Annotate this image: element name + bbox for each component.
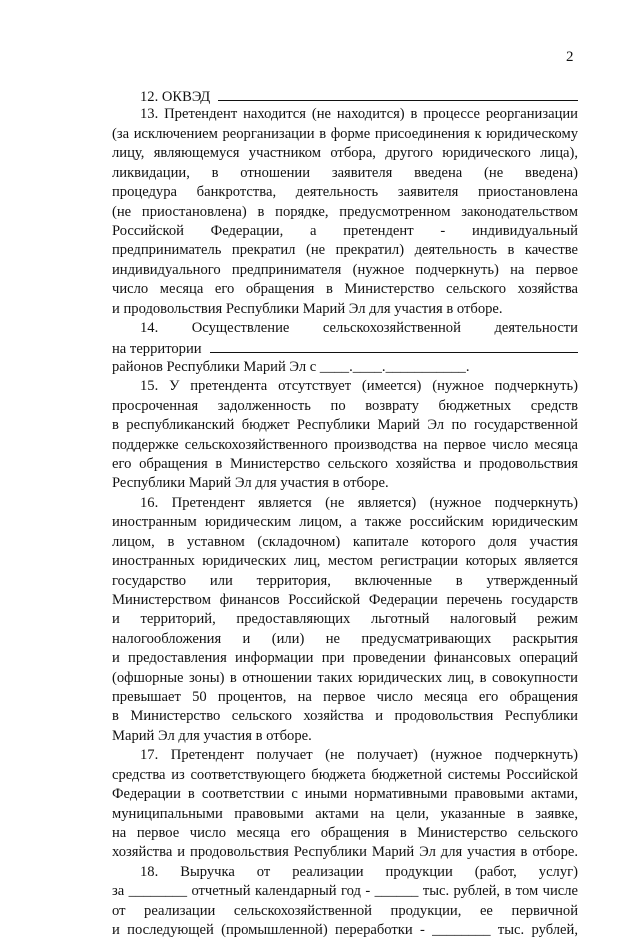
text-line: поддержке сельскохозяйственного производства на первое число месяца <box>112 436 578 453</box>
text-line: его обращения в Министерство сельского хозяйства и продовольствия <box>112 455 578 472</box>
text-line: муниципальными правовыми актами на цели, указанные в заявке, <box>112 805 578 822</box>
text-line: 14. Осуществление сельскохозяйственной деятельности <box>140 320 578 337</box>
text-line <box>112 338 578 360</box>
text-line: районов Республики Марий Эл с ____.____.___________. <box>112 358 470 375</box>
text-line: превышает 50 процентов, на первое число месяца его обращения <box>112 689 578 706</box>
text-line: ликвидации, в отношении заявителя введена (не введена) <box>112 164 578 181</box>
fill-in-blank[interactable] <box>218 86 578 101</box>
text-line: в республиканский бюджет Республики Марий Эл по государственной <box>112 417 578 434</box>
text-line: индивидуального предпринимателя (нужное подчеркнуть) на первое <box>112 261 578 278</box>
text-line: в Министерство сельского хозяйства и продовольствия Республики <box>112 708 578 725</box>
text-line: и продовольствия Республики Марий Эл для участия в отборе. <box>112 300 503 317</box>
text-line: хозяйства и продовольствия Республики Марий Эл для участия в отборе. <box>112 844 578 861</box>
text-line: государство или территория, включенные в утвержденный <box>112 572 578 589</box>
text-line: предприниматель прекратил (не прекратил) деятельность в качестве <box>112 242 578 259</box>
text-line: число месяца его обращения в Министерство сельского хозяйства <box>112 281 578 298</box>
line-text: на территории <box>112 341 202 358</box>
text-line: лицом, в уставном (складочном) капитале которого доля участия <box>112 533 578 550</box>
text-line: Российской Федерации, а претендент - индивидуальный <box>112 222 578 239</box>
text-line: и территорий, предоставляющих льготный налоговый режим <box>112 611 578 628</box>
text-line: 16. Претендент является (не является) (нужное подчеркнуть) <box>140 494 578 511</box>
text-line: на первое число месяца его обращения в Министерство сельского <box>112 824 578 841</box>
text-line: и последующей (промышленной) переработки - ________ тыс. рублей, <box>112 922 578 939</box>
text-line: Министерством финансов Российской Федерации перечень государств <box>112 591 578 608</box>
text-line: от реализации сельскохозяйственной продукции, ее первичной <box>112 902 578 919</box>
text-line: Республики Марий Эл для участия в отборе. <box>112 475 389 492</box>
text-line: Марий Эл для участия в отборе. <box>112 727 312 744</box>
text-line: средства из соответствующего бюджета бюджетной системы Российской <box>112 766 578 783</box>
text-line: лицу, являющемуся участником отбора, другого юридического лица), <box>112 145 578 162</box>
text-line: 15. У претендента отсутствует (имеется) (нужное подчеркнуть) <box>140 378 578 395</box>
text-line: процедура банкротства, деятельность заявителя приостановлена <box>112 184 578 201</box>
text-line: иностранным юридическим лицом, а также российским юридическим <box>112 514 578 531</box>
text-line <box>112 86 578 108</box>
text-line: (за исключением реорганизации в форме присоединения к юридическому <box>112 125 578 142</box>
line-text: 12. ОКВЭД <box>140 89 211 105</box>
text-line: (офшорные зоны) в отношении таких юридических лиц, в совокупности <box>112 669 578 686</box>
text-line: за ________ отчетный календарный год - ______ тыс. рублей, в том числе <box>112 883 578 900</box>
text-line: 13. Претендент находится (не находится) в процессе реорганизации <box>140 106 578 123</box>
text-line: просроченная задолженность по возврату бюджетных средств <box>112 397 578 414</box>
page-number: 2 <box>566 49 574 65</box>
text-line: Федерации в соответствии с иными нормативными правовыми актами, <box>112 786 578 803</box>
text-line: (не приостановлена) в порядке, предусмотренном законодательством <box>112 203 578 220</box>
text-line: налогообложения и (или) не предусматривающих раскрытия <box>112 630 578 647</box>
fill-in-blank[interactable] <box>210 338 578 353</box>
text-line: иностранных юридических лиц, местом регистрации которых является <box>112 553 578 570</box>
text-line: и предоставления информации при проведении финансовых операций <box>112 650 578 667</box>
text-line: 18. Выручка от реализации продукции (работ, услуг) <box>140 863 578 880</box>
text-line: 17. Претендент получает (не получает) (нужное подчеркнуть) <box>140 747 578 764</box>
